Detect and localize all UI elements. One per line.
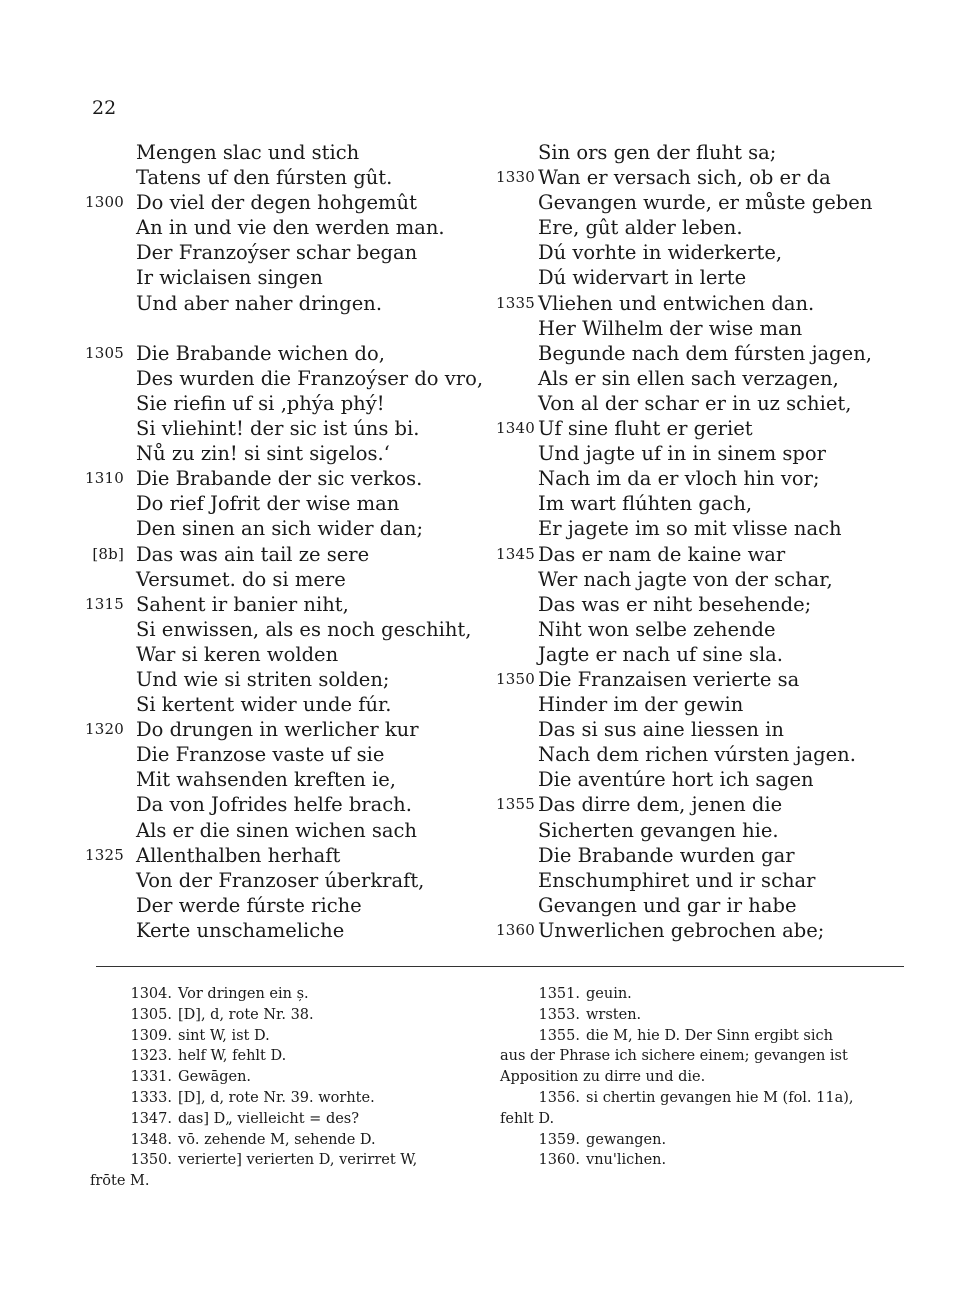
verse-line [492, 667, 912, 692]
verse-text: Si vliehint! der sic ist úns bi. [136, 417, 420, 441]
verse-text: Von der Franzoser úberkraft, [136, 868, 425, 892]
verse-text: Das dirre dem, jenen die [538, 793, 783, 817]
verse-text: Mit wahsenden kreften ie, [136, 768, 397, 792]
verse-line [78, 291, 478, 316]
verse-text: Do viel der degen hohgemût [136, 191, 417, 215]
verse-line [492, 491, 912, 516]
verse-text: Das was ain tail ze sere [136, 542, 370, 566]
verse-text: Nach im da er vloch hin vor; [538, 467, 820, 491]
footnote-number: 1347. [130, 1110, 172, 1127]
verse-line [78, 567, 478, 592]
verse-text: Kerte unschameliche [136, 918, 345, 942]
footnote-continuation: fehlt D. [500, 1110, 555, 1127]
line-number: 1350 [496, 669, 535, 688]
footnote-text: sint W, ist D. [178, 1027, 270, 1044]
verse-line [492, 366, 912, 391]
line-number: 1330 [496, 168, 535, 187]
verse-line [78, 341, 478, 366]
verse-line [492, 592, 912, 617]
verse-line [492, 165, 912, 190]
footnote-number: 1353. [538, 1006, 580, 1023]
footnote-number: 1309. [130, 1027, 172, 1044]
verse-line [492, 742, 912, 767]
line-number: 1315 [85, 594, 124, 613]
verse-line [78, 742, 478, 767]
verse-line [78, 868, 478, 893]
line-number: 1310 [85, 469, 124, 488]
verse-text: Niht won selbe zehende [538, 617, 776, 641]
verse-line [492, 391, 912, 416]
footnote-number: 1304. [130, 986, 172, 1002]
verse-text: Der werde fúrste riche [136, 893, 362, 917]
footnote-text: Vor dringen ein ș. [178, 986, 309, 1002]
verse-text: Unwerlichen gebrochen abe; [538, 918, 825, 942]
footnote-line [90, 1005, 482, 1026]
verse-line [492, 642, 912, 667]
verse-line [492, 542, 912, 567]
footnote-number: 1305. [130, 1006, 172, 1023]
verse-text: Die aventúre hort ich sagen [538, 768, 814, 792]
footnote-line [90, 1130, 482, 1151]
verse-line [78, 918, 478, 943]
footnote-line [90, 984, 482, 1005]
verse-line [78, 843, 478, 868]
line-number: 1300 [85, 193, 124, 212]
footnote-text: Gewāgen. [178, 1069, 252, 1086]
verse-line [78, 893, 478, 918]
verse-text: Das si sus aine liessen in [538, 718, 784, 742]
verse-line [492, 792, 912, 817]
verse-text: Dú widervart in lerte [538, 266, 747, 290]
footnote-continuation: Apposition zu dirre und die. [500, 1069, 706, 1086]
line-number: 1345 [496, 544, 535, 563]
verse-line [492, 516, 912, 541]
footnote-continuation: frōte M. [90, 1173, 150, 1190]
footnote-continuation: aus der Phrase ich sichere einem; gevangen ist [500, 1048, 848, 1065]
verse-text: Die Franzaisen verierte sa [538, 667, 800, 691]
footnote-divider [96, 966, 904, 967]
verse-text: Im wart flúhten gach, [538, 492, 753, 516]
footnote-text: wrsten. [586, 1006, 642, 1023]
verse-text: Vliehen und entwichen dan. [538, 291, 815, 315]
verse-line [492, 140, 912, 165]
verse-text: Als er sin ellen sach verzagen, [538, 366, 839, 390]
verse-text: Er jagete im so mit vlisse nach [538, 517, 842, 541]
verse-line [492, 617, 912, 642]
verse-text: Versumet. do si mere [136, 567, 346, 591]
verse-line [492, 240, 912, 265]
verse-line [492, 843, 912, 868]
verse-line [492, 567, 912, 592]
verse-line [78, 642, 478, 667]
verse-text: Der Franzoýser schar began [136, 241, 418, 265]
footnotes-right [500, 984, 880, 1171]
verse-line [492, 868, 912, 893]
verse-text: Dú vorhte in widerkerte, [538, 241, 783, 265]
verse-text: Hinder im der gewin [538, 693, 744, 717]
footnote-line [500, 984, 880, 1005]
verse-text: Sin ors gen der fluht sa; [538, 141, 777, 164]
verse-line [78, 316, 478, 341]
verse-line [78, 240, 478, 265]
verse-line [78, 767, 478, 792]
verse-text: Ir wiclaisen singen [136, 266, 323, 290]
verse-line [78, 366, 484, 391]
verse-text: Die Brabande wichen do, [136, 341, 385, 365]
verse-line [78, 592, 478, 617]
verse-text: Als er die sinen wichen sach [136, 818, 417, 842]
footnote-line [90, 1088, 482, 1109]
line-number: 1340 [496, 419, 535, 438]
verse-text: Und wie si striten solden; [136, 667, 390, 691]
footnote-line [90, 1109, 482, 1130]
verse-line [78, 667, 478, 692]
footnotes-left [90, 984, 482, 1192]
verse-text: Da von Jofrides helfe brach. [136, 793, 412, 817]
verse-column-right [492, 140, 912, 943]
verse-text: War si keren wolden [136, 642, 339, 666]
footnote-text: helf W, fehlt D. [178, 1048, 287, 1065]
footnote-number: 1323. [130, 1048, 172, 1065]
footnote-line [90, 1046, 482, 1067]
footnote-text: gewangen. [586, 1131, 667, 1148]
footnote-number: 1356. [538, 1089, 580, 1106]
verse-line [78, 818, 478, 843]
line-number: 1325 [85, 845, 124, 864]
footnote-number: 1359. [538, 1131, 580, 1148]
footnote-line [90, 1026, 482, 1047]
verse-line [78, 391, 478, 416]
verse-line [78, 416, 478, 441]
footnote-text: [D], d, rote Nr. 39. worhte. [178, 1089, 375, 1106]
verse-text: Den sinen an sich wider dan; [136, 517, 424, 541]
verse-text: Die Franzose vaste uf sie [136, 743, 385, 767]
verse-text: An in und vie den werden man. [136, 216, 445, 240]
verse-text: Sie riefin uf si ‚phýa phý! [136, 391, 385, 415]
verse-line [492, 341, 912, 366]
verse-line [492, 717, 912, 742]
verse-line [492, 265, 912, 290]
verse-text: Si enwissen, als es noch geschiht, [136, 617, 472, 641]
verse-line [78, 265, 478, 290]
verse-text: Und jagte uf in in sinem spor [538, 442, 826, 466]
verse-line [78, 190, 478, 215]
footnote-number: 1348. [130, 1131, 172, 1148]
verse-line [78, 617, 478, 642]
verse-text: Do rief Jofrit der wise man [136, 492, 400, 516]
verse-text: Her Wilhelm der wise man [538, 316, 803, 340]
verse-text: Von al der schar er in uz schiet, [538, 391, 852, 415]
footnote-line [500, 1088, 880, 1109]
footnote-text: verierte] verierten D, verirret W, [178, 1152, 418, 1169]
verse-text: Jagte er nach uf sine sla. [538, 642, 784, 666]
verse-text: Sahent ir banier niht, [136, 592, 349, 616]
footnote-line [500, 1026, 880, 1047]
line-number: 1335 [496, 293, 535, 312]
footnote-number: 1333. [130, 1089, 172, 1106]
verse-text: Das was er niht besehende; [538, 592, 812, 616]
footnote-line [90, 1067, 482, 1088]
footnote-line [500, 1150, 880, 1171]
verse-line [492, 416, 912, 441]
verse-line [78, 792, 478, 817]
page-number: 22 [92, 97, 117, 119]
verse-line [78, 466, 478, 491]
footnote-line [500, 1005, 880, 1026]
footnote-number: 1351. [538, 986, 580, 1002]
footnote-text: vnu'lichen. [586, 1152, 667, 1169]
footnote-text: die M, hie D. Der Sinn ergibt sich [586, 1027, 833, 1044]
verse-line [78, 516, 478, 541]
footnote-number: 1350. [130, 1152, 172, 1169]
verse-line [492, 893, 912, 918]
footnote-text: si chertin gevangen hie M (fol. 11a), [586, 1089, 854, 1106]
footnote-line [500, 1130, 880, 1151]
footnote-text: vō. zehende M, sehende D. [178, 1131, 376, 1148]
verse-line [492, 918, 912, 943]
verse-line [78, 441, 478, 466]
verse-line [492, 190, 912, 215]
verse-text: Sicherten gevangen hie. [538, 818, 779, 842]
verse-text: Die Brabande wurden gar [538, 843, 795, 867]
verse-line [492, 441, 912, 466]
verse-line [492, 818, 912, 843]
verse-line [492, 316, 912, 341]
verse-text: Ere, gût alder leben. [538, 216, 743, 240]
footnote-number: 1331. [130, 1069, 172, 1086]
verse-line [78, 165, 478, 190]
verse-text: Die Brabande der sic verkos. [136, 467, 423, 491]
verse-line [492, 767, 912, 792]
footnote-text: [D], d, rote Nr. 38. [178, 1006, 314, 1023]
verse-text: Enschumphiret und ir schar [538, 868, 816, 892]
verse-text: Gevangen und gar ir habe [538, 893, 797, 917]
verse-line [492, 466, 912, 491]
verse-text: Begunde nach dem fúrsten jagen, [538, 341, 872, 365]
verse-text: Nach dem richen vúrsten jagen. [538, 743, 856, 767]
verse-text: Wan er versach sich, ob er da [538, 166, 831, 190]
verse-text: Mengen slac und stich [136, 141, 360, 164]
footnote-line [90, 1150, 482, 1171]
footnote-text: geuin. [586, 986, 632, 1002]
verse-line [78, 717, 478, 742]
verse-line [78, 140, 478, 165]
footnote-number: 1360. [538, 1152, 580, 1169]
footnote-text: das] D„ vielleicht = des? [178, 1110, 360, 1127]
verse-line [78, 542, 478, 567]
verse-text: Wer nach jagte von der schar, [538, 567, 833, 591]
verse-text: Tatens uf den fúrsten gût. [136, 166, 393, 190]
verse-line [78, 692, 478, 717]
line-number: 1355 [496, 795, 535, 814]
verse-line [492, 215, 912, 240]
verse-text: Gevangen wurde, er můste geben [538, 191, 873, 215]
line-number: 1305 [85, 343, 124, 362]
verse-text: Uf sine fluht er geriet [538, 417, 753, 441]
verse-line [78, 215, 478, 240]
line-number: 1360 [496, 920, 535, 939]
verse-text: Des wurden die Franzoýser do vro, [136, 366, 484, 390]
footnote-number: 1355. [538, 1027, 580, 1044]
verse-text: Allenthalben herhaft [136, 843, 341, 867]
line-number: 1320 [85, 720, 124, 739]
verse-column-left [78, 140, 484, 943]
verse-text: Do drungen in werlicher kur [136, 718, 419, 742]
verse-text: Nů zu zin! si sint sigelos.‘ [136, 442, 390, 466]
verse-text: Und aber naher dringen. [136, 291, 383, 315]
verse-line [78, 491, 478, 516]
verse-line [492, 291, 912, 316]
verse-text: Das er nam de kaine war [538, 542, 786, 566]
verse-line [492, 692, 912, 717]
line-number: [8b] [92, 544, 124, 563]
verse-text: Si kertent wider unde fúr. [136, 693, 392, 717]
